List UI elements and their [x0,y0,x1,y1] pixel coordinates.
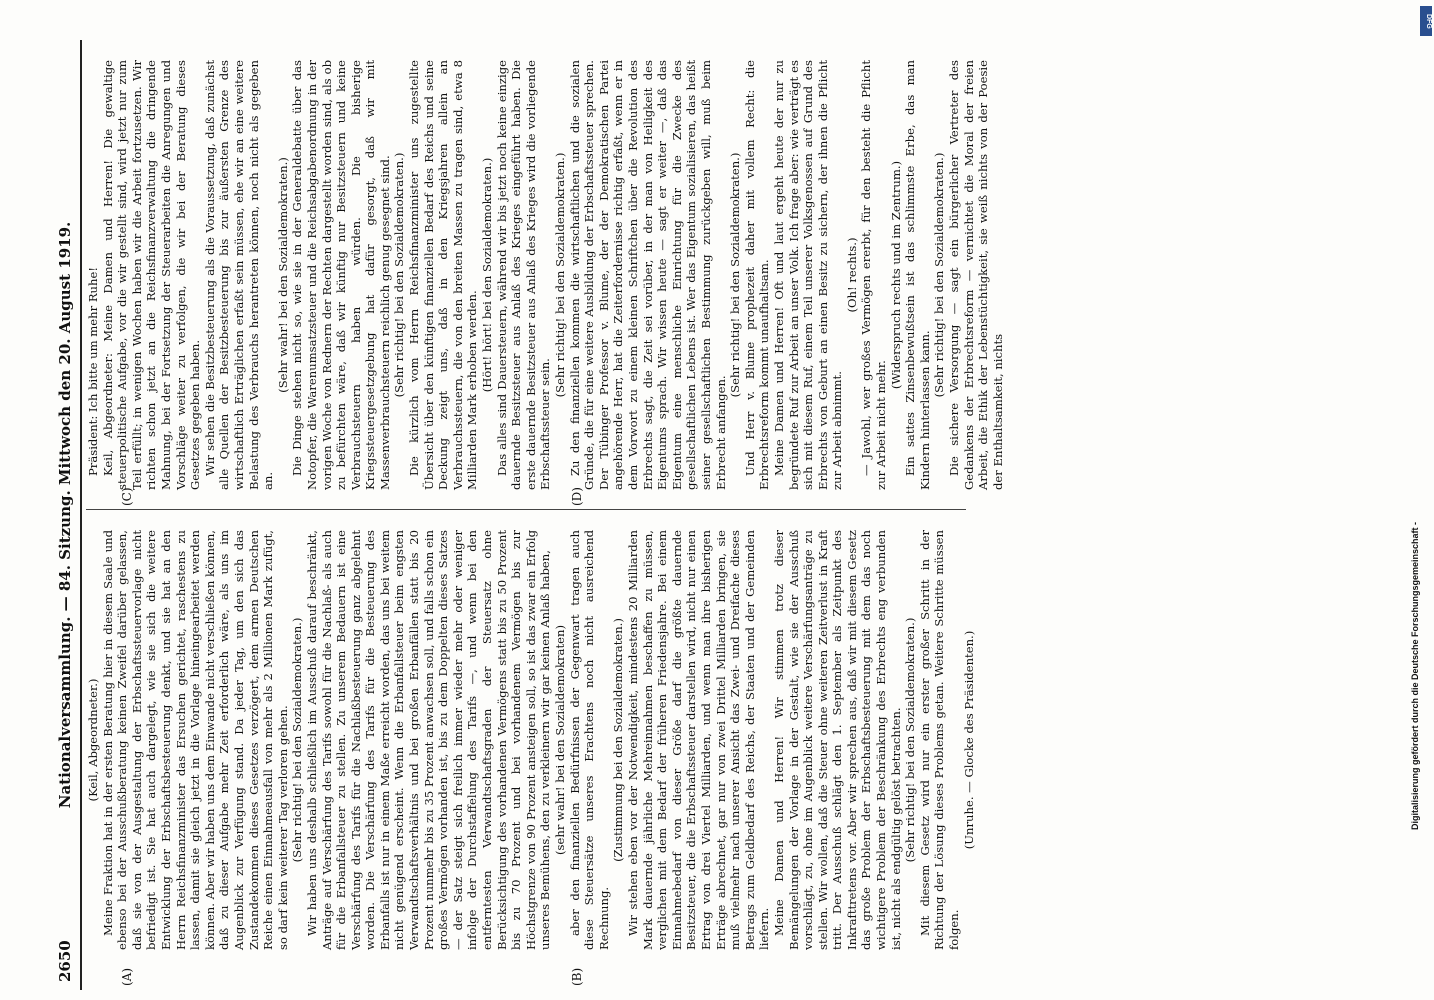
dfg-logo: DFG [1420,6,1432,36]
text-column-right [86,60,1005,490]
paragraph: Das alles sind Dauersteuern, während wir bis jetzt noch keine einzige dauernde Besitzsteuer aus Anlaß des Krieges eingeführt haben. Die erste dauernde Besitzsteuer aus Anlaß des Krieges wird die vorliegende Erbschaftssteuer sein. [494,60,553,490]
digitization-note [1410,130,1430,830]
paragraph: (sehr wahr! bei den Sozialdemokraten) [553,625,567,855]
paragraph: Wir haben uns deshalb schließlich im Ausschuß darauf beschränkt, Anträge auf Verschärfung des Tarifs sowohl für die Nachlaß- als auch für die Erbanfallsteuer zu stellen. Zu unserem Bedauern ist eine Verschärfung des Tarifs für die Nachlaßbesteuerung ganz abgelehnt worden. Die Verschärfung des Tarifs für die Besteuerung des Erbanfalls ist nur in einem Maße erreicht worden, das uns bei weitem nicht genügend erscheint. Wenn die Erbanfallsteuer beim engsten Verwandtschaftsverhältnis und bei großen Erbanfällen statt bis 20 Prozent nunmehr bis zu 35 Prozent anwachsen soll, und falls schon ein großes Vermögen vorhanden ist, bis zu dem Doppelten dieses Satzes — der Satz steigt sich freilich immer wieder mehr oder weniger infolge der Durchstaffelung des Tarifs —, und wenn bei den entferntesten Verwandtschaftsgraden der Steuersatz ohne Berücksichtigung des vorhandenen Vermögens statt bis zu 50 Prozent bis zu 70 Prozent und bei vorhandenem Vermögen bis zur Höchstgrenze von 90 Prozent ansteigen soll, so ist das zwar ein Erfolg unseres Bemühens, den zu verkleinern wir gar keinen Anlaß haben, [304,530,553,950]
paragraph: (Sehr wahr! bei den Sozialdemokraten.) [275,157,290,393]
paragraph: Und Herr v. Blume prophezeit daher mit vollem Recht: die Erbrechtsreform kommt unaufhaltsam. [742,60,772,490]
paragraph: (Sehr richtig! bei den Sozialdemokraten.) [392,152,407,398]
paragraph: Die Dinge stehen nicht so, wie sie in der Generaldebatte über das Notopfer, die Warenumsatzsteuer und die Reichsabgabenordnung in der vorigen Woche von Rednern der Rechten dargestellt worden sind, als ob zu befürchten wäre, daß wir künftig nur Besitzsteuern und keine Verbrauchsteuern haben würden. Die bisherige Kriegssteuergesetzgebung hat dafür gesorgt, daß wir mit Massenverbrauchsteuern reichlich genug gesegnet sind. [290,60,392,490]
paragraph: Die kürzlich vom Herrn Reichsfinanzminister uns zugestellte Übersicht über den künftigen finanziellen Bedarf des Reichs und seine Deckung zeigt uns, daß in den Kriegsjahren allein an Verbrauchssteuern, die von den breiten Massen zu tragen sind, etwa 8 Milliarden Mark erhoben werden. [407,60,480,490]
paragraph: (Zustimmung bei den Sozialdemokraten.) [611,618,626,862]
paragraph: (Unruhe. — Glocke des Präsidenten.) [961,630,976,850]
text-column-left [86,530,976,950]
page-title: Nationalversammlung. — 84. Sitzung. Mittwoch den 20. August 1919. [56,221,74,809]
paragraph: (Sehr richtig! bei den Sozialdemokraten.) [932,152,947,398]
paragraph: aber den finanziellen Bedürfnissen der Gegenwart tragen auch diese Steuersätze unseres Erachtens noch nicht ausreichend Rechnung. [567,530,611,950]
paragraph: Mit diesem Gesetz wird nur ein erster großer Schritt in der Richtung der Lösung dieses Problems getan. Weitere Schritte müssen folgen. [917,530,962,950]
paragraph: Wir stehen eben vor der Notwendigkeit, mindestens 20 Milliarden Mark dauernde jährliche Mehreinnahmen beschaffen zu müssen, verglichen mit dem Bedarf der früheren Friedensjahre. Bei einem Einnahmebedarf von dieser Größe darf die größte dauernde Besitzsteuer, die die Erbschaftssteuer darstellen wird, nicht nur einen Ertrag von drei Viertel Milliarden, und wenn man ihre bisherigen Erträge abrechnet, gar nur von zwei Drittel Milliarden bringen, sie muß vielmehr nach unserer Ansicht das Zwei- und Dreifache dieses Betrags zum Geldbedarf des Reichs, der Staaten und der Gemeinden liefern. [625,530,772,950]
paragraph: Präsident: Ich bitte um mehr Ruhe! [86,266,100,476]
paragraph: (Keil, Abgeordneter.) [86,678,100,802]
margin-mark-a: (A) [120,967,134,986]
paragraph: Meine Damen und Herren! Oft und laut ergeht heute der nur zu begründete Ruf zur Arbeit an unser Volk. Ich frage aber: wie verträgt es sich mit diesem Ruf, einem Teil unserer Volksgenossen auf Grund des Erbrechts von Geburt an einen Besitz zu sichern, der ihnen die Pflicht zur Arbeit abnimmt. [771,60,845,490]
margin-mark-b: (B) [570,967,584,986]
column-divider [86,509,966,510]
paragraph: (Sehr richtig! bei den Sozialdemokraten.) [553,152,567,398]
paragraph: Meine Fraktion hat in der ersten Beratung hier in diesem Saale und ebenso bei der Ausschußberatung keinen Zweifel darüber gelassen, daß sie von der Ausgestaltung der Erbschaftssteuervorlage nicht befriedigt ist. Sie hat auch dargelegt, wie sie sich die weitere Entwicklung der Erbschaftsbesteuerung denkt, und sie hat an den Herrn Reichsfinanzminister das Ersuchen gerichtet, raschestens zu lassen, damit sie gleich jetzt in die Vorlage hineingearbeitet werden können. Aber wir haben uns dem Einwande nicht verschließen können, daß zu dieser Aufgabe mehr Zeit erforderlich wäre, als uns im Augenblick zur Verfügung stand. Da jeder Tag, um den sich das Zustandekommen dieses Gesetzes verzögert, dem armen Deutschen Reiche einen Einnahmeausfall von mehr als 2 Millionen Mark zufügt, so darf kein weiterer Tag verloren gehen. [100,530,290,950]
paragraph: (Oh! rechts.) [844,237,859,313]
paragraph: Ein sattes Zinsenbewußtsein ist das schlimmste Erbe, das man Kindern hinterlassen kann. [903,60,932,490]
digitization-text: Digitalisierung gefördert durch die Deutsche Forschungsgemeinschaft - [1410,521,1420,830]
paragraph: Meine Damen und Herren! Wir stimmen trotz dieser Bemängelungen der Vorlage in der Gestalt, wie sie der Ausschuß vorschlägt, zu, ohne im Augenblick weitere Verschärfungsanträge zu stellen. Wir wollen, daß die Steuer ohne weiteren Zeitverlust in Kraft tritt. Der Ausschuß schlägt den 1. September als Zeitpunkt des Inkrafttretens vor. Aber wir sprechen aus, daß wir mit diesem Gesetz das große Problem der Erbschaftsbesteuerung mit dem das noch wichtigere Problem der Beschränkung des Erbrechts eng verbunden ist, nicht als endgültig gelöst betrachten. [771,530,903,950]
paragraph: (Hört! hört! bei den Sozialdemokraten.) [480,157,495,393]
paragraph: — Jawohl, wer großes Vermögen ererbt, für den besteht die Pflicht zur Arbeit nicht mehr. [859,60,889,490]
paragraph: (Sehr richtig! bei den Sozialdemokraten.) [290,617,305,863]
page-number: 2650 [56,940,74,982]
paragraph: Zu den finanziellen kommen die wirtschaftlichen und die sozialen Gründe, die für eine weitere Ausbildung der Erbschaftssteuer sprechen. Der Tübinger Professor v. Blume, der der Demokratischen Partei angehörende Herr, hat die Zeiterfordernisse richtig erfaßt, wenn er in dem Vorwort zu einem kleinen Schriftchen über die Revolution des Erbrechts sagt, die Zeit sei vorüber, in der man von Heiligkeit des Eigentums sprach. Wir wissen heute — sagt er weiter —, daß das Eigentum eine menschliche Einrichtung für die Zwecke des gesellschaftlichen Lebens ist. Wer das Eigentum sozialisieren, das heißt seiner gesellschaftlichen Bestimmung zurückgeben will, muß beim Erbrecht anfangen. [567,60,728,490]
paragraph: Wir sehen die Besitzbesteuerung als die Voraussetzung, daß zunächst alle Quellen der Besitzbesteuerung bis zur äußersten Grenze des wirtschaftlich Erträglichen erfaßt sein müssen, ehe wir an eine weitere Belastung des Verbrauchs herantreten können, noch nicht als gegeben an. [202,60,276,490]
paragraph: Keil, Abgeordneter: Meine Damen und Herren! Die gewaltige steuerpolitische Aufgabe, vor die wir gestellt sind, wird jetzt nur zum Teil erfüllt; in wenigen Wochen haben wir die Arbeit fortzusetzen. Wir richten schon jetzt an die Reichsfinanzverwaltung die dringende Mahnung, bei der Fortsetzung der Steuerarbeiten die Anregungen und Vorschläge weiter zu verfolgen, die wir bei der Beratung dieses Gesetzes gegeben haben. [100,60,203,490]
paragraph: (Widerspruch rechts und im Zentrum.) [888,160,903,390]
rotated-content [50,40,1410,990]
paragraph: (Sehr richtig! bei den Sozialdemokraten.) [728,152,743,398]
paragraph: (Sehr richtig! bei den Sozialdemokraten.) [903,617,918,863]
margin-mark-c: (C) [120,487,134,506]
margin-mark-d: (D) [570,487,584,506]
paragraph: Die sichere Versorgung — sagt ein bürgerlicher Vertreter des Gedankens der Erbrechtsreform — vernichtet die Moral der freien Arbeit, die Ethik der Lebenstüchtigkeit, sie weiß nichts von der Poesie der Enthaltsamkeit, nichts [947,60,1005,490]
page-header [50,40,82,990]
